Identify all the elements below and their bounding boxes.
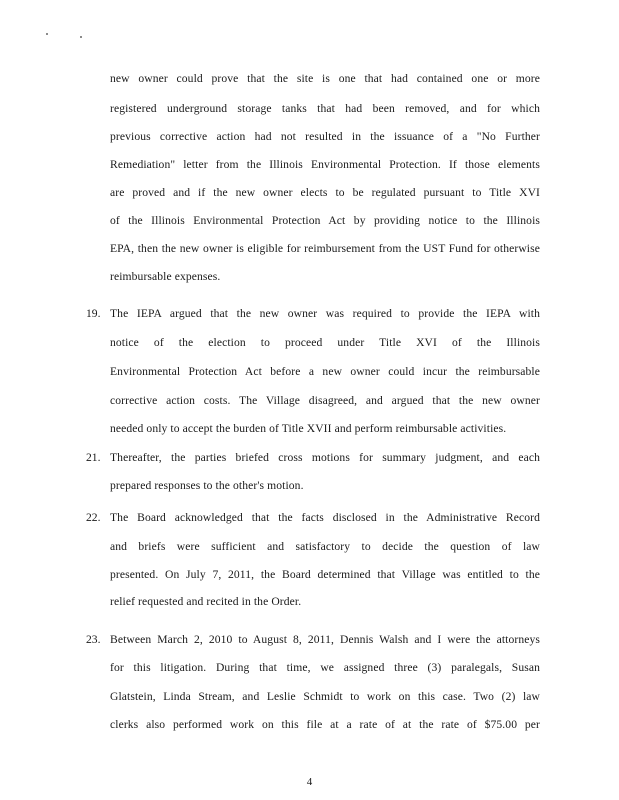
scan-speck: [46, 33, 48, 35]
text-line: relief requested and recited in the Order.: [110, 595, 302, 608]
text-line: reimbursable expenses.: [110, 270, 221, 283]
text-line: are proved and if the new owner elects to be regulated pursuant to Title XVI: [110, 186, 540, 199]
text-line: Thereafter, the parties briefed cross motions for summary judgment, and each: [110, 451, 540, 464]
page-number: 4: [306, 776, 313, 788]
text-line: EPA, then the new owner is eligible for reimbursement from the UST Fund for otherwise: [110, 242, 540, 255]
text-line: registered underground storage tanks that had been removed, and for which: [110, 102, 540, 115]
text-line: presented. On July 7, 2011, the Board determined that Village was entitled to the: [110, 568, 540, 581]
text-line: Remediation" letter from the Illinois Environmental Protection. If those elements: [110, 158, 540, 171]
text-line: prepared responses to the other's motion.: [110, 479, 304, 492]
text-line: Environmental Protection Act before a new owner could incur the reimbursable: [110, 365, 540, 378]
text-line: needed only to accept the burden of Title XVII and perform reimbursable activities.: [110, 422, 507, 435]
text-line: Glatstein, Linda Stream, and Leslie Schmidt to work on this case. Two (2) law: [110, 690, 540, 703]
text-line: The IEPA argued that the new owner was required to provide the IEPA with: [110, 307, 540, 320]
text-line: Between March 2, 2010 to August 8, 2011, Dennis Walsh and I were the attorneys: [110, 633, 540, 646]
text-line: for this litigation. During that time, we assigned three (3) paralegals, Susan: [110, 661, 540, 674]
text-line: notice of the election to proceed under Title XVI of the Illinois: [110, 336, 540, 349]
text-line: new owner could prove that the site is one that had contained one or more: [110, 72, 540, 85]
scan-speck: [80, 36, 82, 38]
text-line: of the Illinois Environmental Protection Act by providing notice to the Illinois: [110, 214, 540, 227]
paragraph-number: 23.: [86, 633, 101, 646]
text-line: The Board acknowledged that the facts disclosed in the Administrative Record: [110, 511, 540, 524]
paragraph-number: 21.: [86, 451, 101, 464]
paragraph-number: 22.: [86, 511, 101, 524]
text-line: and briefs were sufficient and satisfactory to decide the question of law: [110, 540, 540, 553]
text-line: corrective action costs. The Village disagreed, and argued that the new owner: [110, 394, 540, 407]
paragraph-number: 19.: [86, 307, 101, 320]
text-line: previous corrective action had not resulted in the issuance of a "No Further: [110, 130, 540, 143]
text-line: clerks also performed work on this file at a rate of at the rate of $75.00 per: [110, 718, 540, 731]
